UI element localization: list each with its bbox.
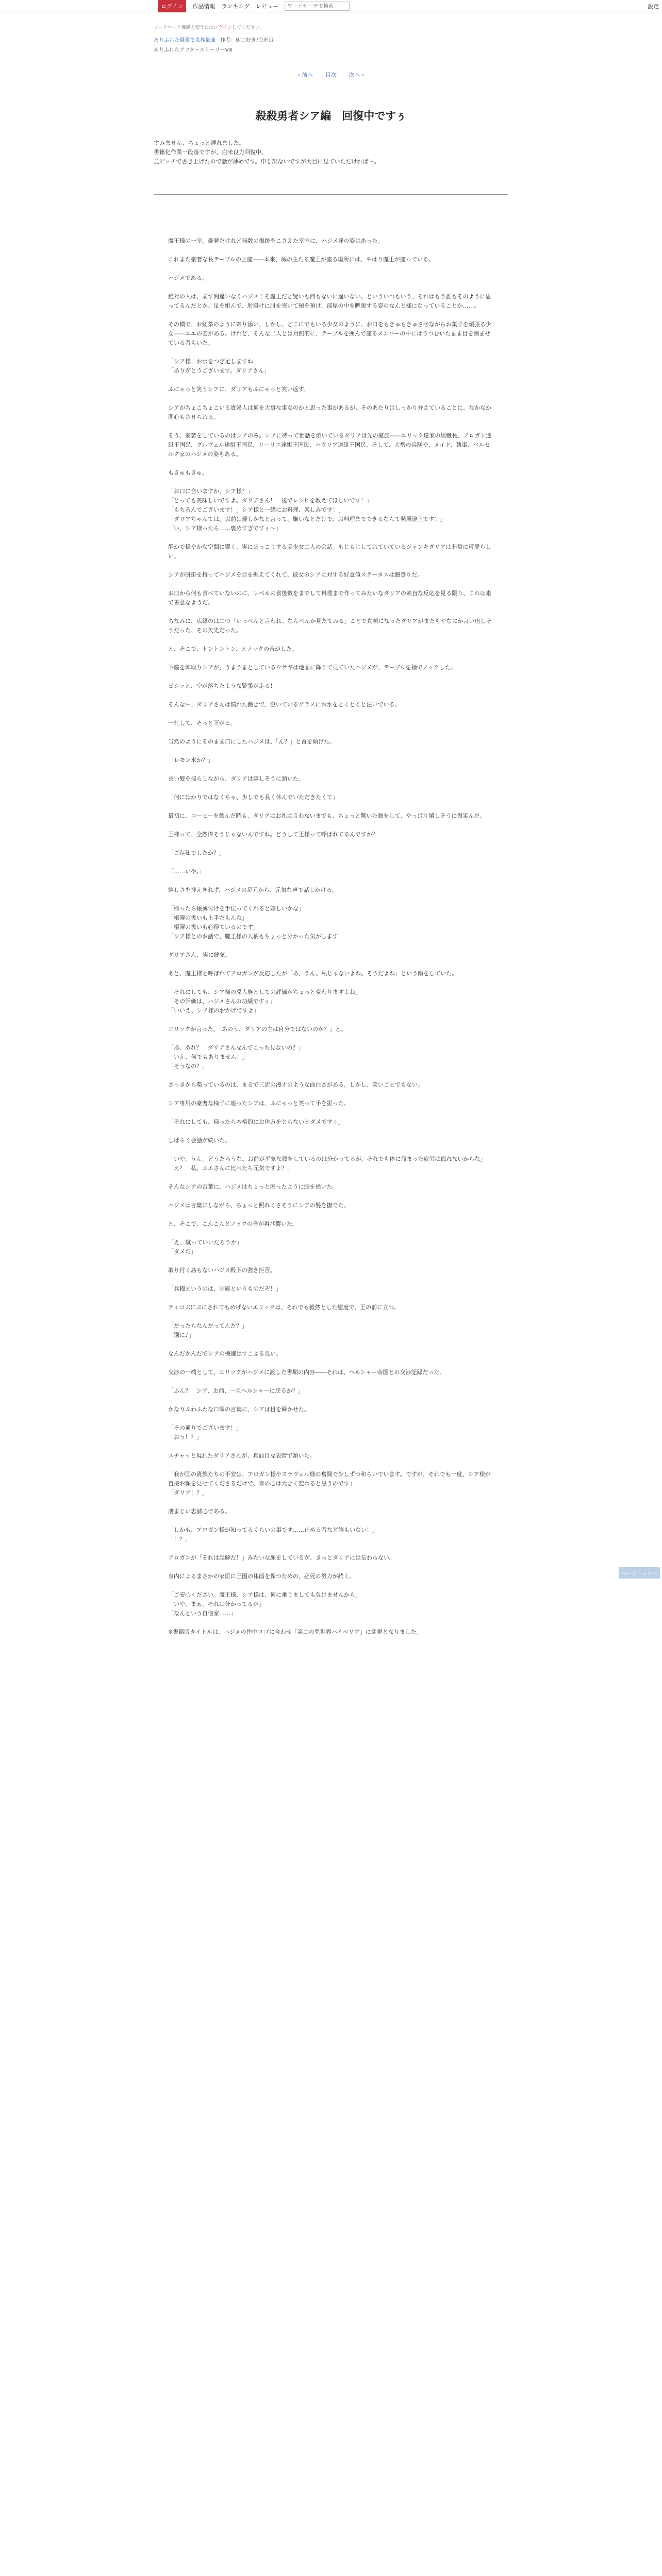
section-divider bbox=[154, 194, 508, 195]
novel-paragraph: ハジメは言葉にしながら、ちょっと照れくさそうにシアの髪を撫でた。 bbox=[168, 1202, 350, 1209]
table-of-contents-link[interactable]: 目次 bbox=[325, 72, 337, 78]
nav-works-link[interactable]: 作品情報 bbox=[192, 3, 216, 10]
novel-paragraph: しばらく会話が続いた。 bbox=[168, 1137, 230, 1144]
novel-paragraph: 魔王様の一室。豪奢だけれど無数の傷跡をこさえた室室に、ハジメ達の姿はあった。 bbox=[168, 238, 384, 244]
novel-paragraph: 「兵糧というのは、国庫というものだぞ！」 bbox=[168, 1285, 282, 1292]
notice-prefix: ブックマーク機能を使うには bbox=[154, 25, 214, 30]
novel-paragraph: 「……いや。」 bbox=[168, 868, 205, 875]
novel-paragraph: 王様って、全然偉そうじゃないんですね。どうして王様って呼ばれてるんですか？ bbox=[168, 831, 378, 838]
novel-paragraph: そんな中、ダリアさんは慣れた動きで、空いているグラスにお水をとくとくと注いでいる。 bbox=[168, 701, 401, 708]
novel-paragraph: エリックが言った。「あのう、ダリアの主は自分ではないのか？」と。 bbox=[168, 1026, 347, 1032]
nav-review-link[interactable]: レビュー bbox=[256, 3, 279, 10]
novel-paragraph: ティコぷにぷにされてもめげないエリックは、それでも毅然とした態度で、王の前に立つ。 bbox=[168, 1304, 400, 1311]
author-preface bbox=[154, 139, 508, 166]
header-nav bbox=[0, 0, 662, 12]
novel-paragraph: その横で、お紅茶のように寄り添い、しかし、どこにでもいる少女のように、お口をもきゅもきゅさせながらお菓子を頬張る少女――ユエの姿がある。けれど、そんな二人とは対照的に、テーブルを囲んで座るメンバーの中にはうつむいたまま目を潤ませている者もいた。 bbox=[168, 321, 491, 346]
notice-suffix: してください。 bbox=[231, 25, 264, 30]
novel-paragraph: 身内によるまさかの家臣に王国の体面を保つための、必死の努力が続く。 bbox=[168, 1573, 355, 1580]
next-chapter-link[interactable]: 次へ › bbox=[349, 72, 365, 78]
novel-paragraph: 「その通りでございます！」 「おう！？」 bbox=[168, 1425, 242, 1440]
novel-paragraph: ふにゃっと笑うシアに、ダリアもふにゃっと笑い返す。 bbox=[168, 386, 309, 393]
novel-paragraph: スチャッと現れたダリアさんが、真面目な表情で頷いた。 bbox=[168, 1452, 316, 1459]
chapter-pager bbox=[154, 71, 508, 79]
notice-login-link[interactable]: ログイン bbox=[213, 25, 232, 30]
novel-paragraph: と、そこで、トントントン、とノックの音がした。 bbox=[168, 646, 298, 652]
series-author: 作者：厨二好き/白米良 bbox=[220, 38, 274, 43]
novel-paragraph: 「レモン水か？」 bbox=[168, 757, 213, 764]
novel-paragraph: 嬉しさを抑えきれず、ハジメの足元から、元気な声で話しかける。 bbox=[168, 887, 338, 893]
novel-paragraph: なんだかんだでシアの機嫌はすこぶる良い。 bbox=[168, 1350, 282, 1357]
novel-paragraph: 「いや、うん。どうだろうな。お前が平気な顔をしているのは分かってるが、それでも体に溜まった疲労は侮れないからな」 「え？ 私、ユエさんに比べたら元気ですよ？」 bbox=[168, 1156, 486, 1172]
novel-paragraph: ダリアさん、実に健気。 bbox=[168, 952, 231, 958]
novel-paragraph: 「我が国の貴族たちの不安は、アロガン様やスラヴェル様の奮闘で少しずつ和らいでいます。ですが、それでも一度、シア様が直接お顔を見せてくださるだけで、皆の心は大きく変わると思うのです」 「ダリア！？」 bbox=[168, 1471, 491, 1496]
top-header bbox=[0, 0, 662, 12]
novel-paragraph: 「しかも、アロガン様が知ってるくらいの事です……止める者など誰もいない！」 「！？」 bbox=[168, 1527, 378, 1543]
novel-paragraph: さっきから喋っているのは、まるで三流の漫才のような面白さがある。しかし、笑いごとでもない。 bbox=[168, 1081, 423, 1088]
novel-paragraph: 「何にはかりではなくちゃ、少しでも長く休んでいただきたくて」 bbox=[168, 794, 338, 801]
novel-paragraph: 交渉の一端として、エリックがハジメに渡した書類の内容――それは、ヘルシャー帝国との交渉記録だった。 bbox=[168, 1369, 445, 1376]
novel-paragraph: かなりふわふわな口調の言葉に、シアは目を瞬かせた。 bbox=[168, 1406, 310, 1413]
novel-paragraph: アロガンが「それは誤解だ！」みたいな顔をしているが、きっとダリアには伝わらない。 bbox=[168, 1554, 395, 1561]
novel-paragraph: 「あ、あれ？ ダリアさんなんでこっち見ないの？」 「いえ、何でもありません！」 「そうなの？」 bbox=[168, 1044, 304, 1070]
novel-paragraph: 「シア様、お水をつぎ足しますね」 「ありがとうございます。ダリアさん」 bbox=[168, 358, 270, 374]
novel-paragraph: 凄まじい忠誠心である。 bbox=[168, 1508, 230, 1515]
novel-paragraph: 静かで穏やかな空間に響く、実にほっこりする美少女二人の会話。もじもじしてれていているジャンキダリアは非常に可愛らしい。 bbox=[168, 544, 491, 560]
series-subtitle: ありふれたアフターストーリーⅧ bbox=[154, 47, 232, 53]
preface-line: 並ピッチで書き上げたので話が薄めです。申し訳ないですが大目に見ていただければ〜。 bbox=[154, 158, 380, 165]
novel-paragraph: ちなみに、広縁のは二つ「いっぺんと言われ、なんぺんか見たてみる」ことで真剣になったダリアがまたもやなにか言い出しそうだった、その矢先だった。 bbox=[168, 618, 492, 634]
novel-paragraph: ※書籍版タイトルは、ハジメの作中ロゴに合わせ「第二の異世界ハイベリア」に変更となりました。 bbox=[168, 1629, 422, 1635]
novel-paragraph: お皿から何も食べていないのに、レベルの食後数をまでして料理まで作ってみたいなダリアの素直な反応を見る限り、これは素で善意なようだ。 bbox=[168, 590, 491, 606]
series-title-link[interactable]: ありふれた職業で世界最強 bbox=[154, 38, 216, 43]
novel-paragraph: 長い髪を揺らしながら、ダリアは嬉しそうに頷いた。 bbox=[168, 775, 304, 782]
novel-paragraph: 「え、戦っていいだろうか」 「ダメだ」 bbox=[168, 1239, 242, 1255]
novel-paragraph: シアがちょこちょこいる貴婦人は何を大事な事なのかと思った事があるが、そのあたりはしっかり弁えていることに、なかなか関心もさせられる。 bbox=[168, 404, 491, 420]
bookmark-notice bbox=[154, 24, 508, 30]
novel-paragraph: シアが肘掛を持ってハジメを目を据えてくれて、彼女のシアに対する好意値ステータスは鰻登りだ。 bbox=[168, 571, 423, 578]
novel-paragraph: そんなシアの言葉に、ハジメはちょっと困ったように頭を掻いた。 bbox=[168, 1183, 338, 1190]
novel-paragraph: 一礼して、そっと下がる。 bbox=[168, 720, 236, 726]
novel-paragraph: 当然のようにそのまま口にしたハジメは、「ん？」と首を傾げた。 bbox=[168, 738, 336, 745]
novel-paragraph: 「それにしても、帰ったら本格的にお休みをとらないとダメですぅ」 bbox=[168, 1118, 344, 1125]
novel-paragraph: あと、魔王様と呼ばれてアロガンが反応したが「あ、うん。私じゃないよね。そうだよね」という顔をしていた。 bbox=[168, 970, 458, 977]
page-top-button[interactable]: ページトップへ bbox=[619, 1567, 660, 1579]
preface-line: すみません、ちょっと遅れました。 bbox=[154, 140, 245, 146]
novel-paragraph: と、そこで、こんこんとノックの音が再び響いた。 bbox=[168, 1221, 299, 1227]
novel-paragraph: 下座を陣取りシアが、うまうまとしているウサギは地面に降りて見ていたハジメが、テーブルを指でノックした。 bbox=[168, 664, 456, 671]
novel-body bbox=[168, 236, 494, 1637]
novel-paragraph: 「それにしても、シア様の兎人族としての評価がちょっと変わりますよね」 「その評価は、ハジメさんの功績ですぅ」 「いいえ、シア様のおかげですよ」 bbox=[168, 989, 361, 1014]
novel-paragraph: ハジメである。 bbox=[168, 275, 208, 281]
novel-paragraph: 「ふん？ シア、お前、一旦ヘルシャーに戻るか？」 bbox=[168, 1387, 304, 1394]
series-title-row bbox=[154, 36, 508, 43]
novel-paragraph: これまた豪奢な長テーブルの上座――本来、城の主たる魔王が座る場所には、やはり魔王が座っている。 bbox=[168, 256, 435, 263]
novel-paragraph: 「お口に合いますか、シア様？」 「とっても美味しいですよ。ダリアさん！ 後でレシピを教えてほしいです！」 「もちろんでございます！」シア様と一緒にお料理、楽しみです！」 「ダリアちゃんては、以前は優しかなと言って、嫌いなとだけで、お料理までできるなんて発展途上です！」 「い、シア様ったら……褒めすぎですぅ～」 bbox=[168, 488, 446, 532]
novel-paragraph: ビシッと、空が落ちたような緊張が走る！ bbox=[168, 683, 276, 689]
novel-paragraph: 最初に、コーヒーを飲んだ時も、ダリアはお礼は言わないまでも、ちょっと驚いた顔をして、やっぱり嬉しそうに微笑んだ。 bbox=[168, 812, 486, 819]
novel-paragraph: 「だったらなんだってんだ？」 「別に♪」 bbox=[168, 1323, 247, 1338]
novel-paragraph: 「帰ったら帳簿付けを手伝ってくれると嬉しいかな」 「帳簿の扱いも上手だもんね」 「帳簿の扱いも心得ているのです」 「シア様とのお話で、魔王様の人柄もちょっと分かった気がします」 bbox=[168, 905, 344, 940]
novel-paragraph: 「ご存知でしたか？」 bbox=[168, 850, 225, 856]
main-content bbox=[154, 24, 508, 1637]
search-input[interactable] bbox=[285, 2, 350, 11]
chapter-title: 殺殺勇者シア編 回復中ですぅ bbox=[255, 109, 407, 122]
novel-paragraph: もきゅもきゅ。 bbox=[168, 469, 208, 476]
preface-line: 書籍化作業一段落ですが、白米良力回復中。 bbox=[154, 149, 267, 156]
novel-paragraph: そう、豪奢をしているのはシアのみ。シアに待って世話を焼いているダリアは先の豪族――エリック達家の組織長、アロガン達組王国民、グルヴェル達組王国民、リーリエ達組王国民、ハウリア達組王国民、そして、大勢の兵隊や、メイド、執事、ベルセルク家のハジメの姿もある。 bbox=[168, 432, 492, 457]
prev-chapter-link[interactable]: ‹ 前へ bbox=[297, 72, 313, 78]
settings-link[interactable]: 設定 bbox=[648, 3, 659, 10]
novel-paragraph: 取り付く島もないハジメ殿下の強き拒否。 bbox=[168, 1267, 276, 1274]
nav-ranking-link[interactable]: ランキング bbox=[221, 3, 250, 10]
novel-paragraph: 「ご安心ください。魔王様、シア様は、何に乗りましても負けませんから」 「いや、まぁ、それは分かってるが」 「なんという自信家……」 bbox=[168, 1591, 361, 1617]
novel-paragraph: 絶対の人は、まず間違いなくハジメこそ魔王だと疑いも何もないに違いない。といういつもいう、それはもう誰もそのように思ってるんだとか。足を組んで、肘掛けに肘を突いて頬を預け、部屋の中を睥睨する姿のなんと様になっていることか……。 bbox=[168, 293, 491, 309]
login-button[interactable]: ログイン bbox=[158, 0, 186, 12]
novel-paragraph: シア専用の豪奢な椅子に座ったシアは、ふにゃっと笑って手を振った。 bbox=[168, 1100, 350, 1107]
